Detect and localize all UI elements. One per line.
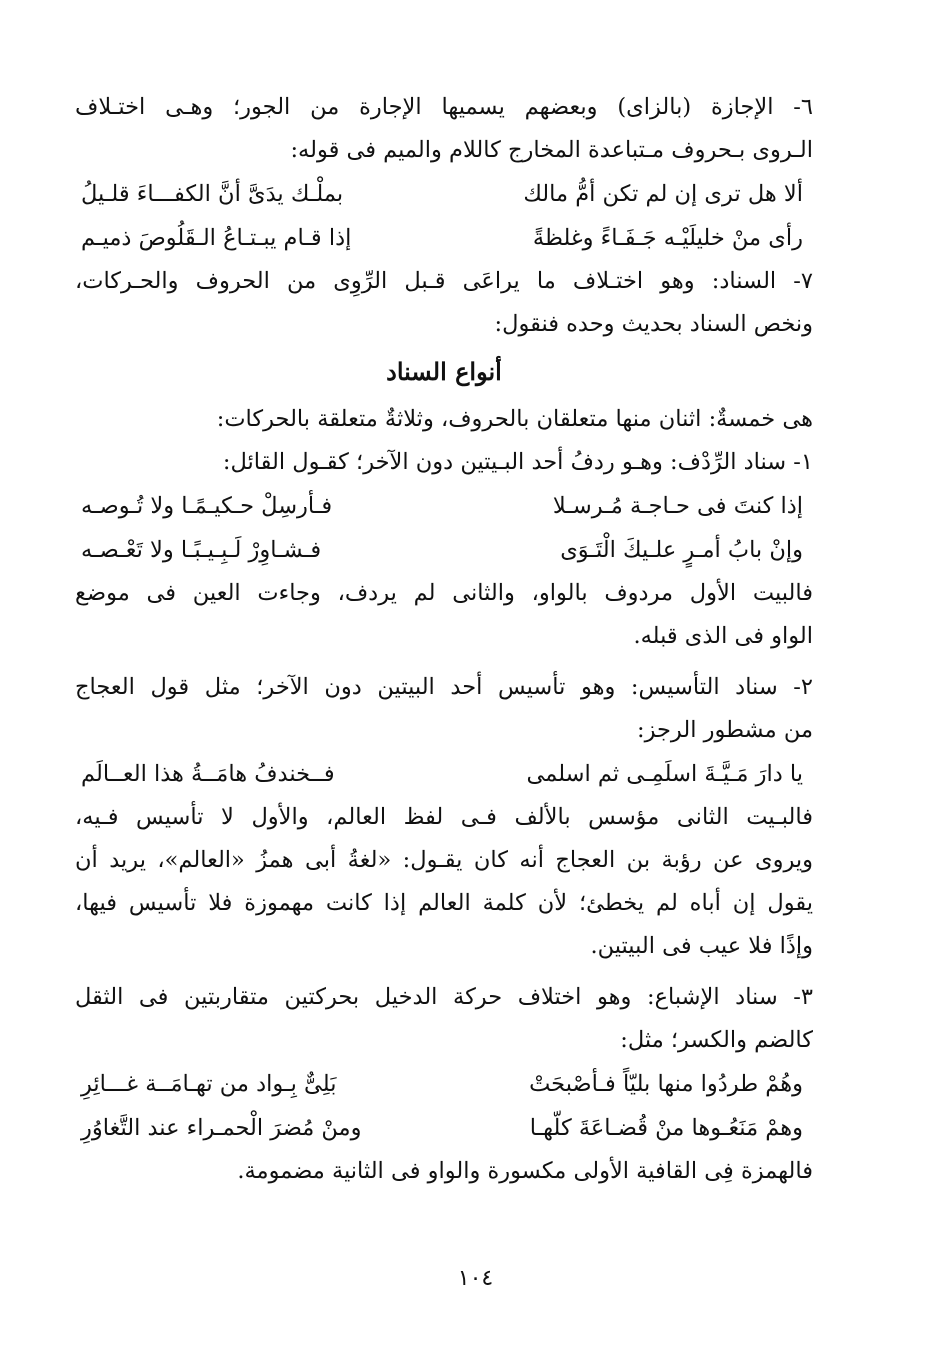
type2-line-1: ٢- سناد التأسيس: وهو تأسيس أحد البيتين دون الآخر؛ مثل قول العجاج xyxy=(75,674,813,700)
verse xyxy=(75,1062,813,1106)
verse-right-hemistich: إذا كنتَ فى حـاجـة مُـرسـلا xyxy=(552,493,803,519)
type2-line-2: من مشطور الرجز: xyxy=(637,717,813,743)
section7-line-2: ونخص السناد بحديث وحده فنقول: xyxy=(494,311,813,337)
verse-left-hemistich: بَلِىٌّ بِـواد من تهـامَــة غـــائِرِ xyxy=(81,1071,337,1097)
verse-left-hemistich: إذا قـام يبـتـاعُ الـقَلُوصَ ذميـم xyxy=(81,225,352,251)
section6-line-1: ٦- الإجازة (بالزاى) وبعضهم يسميها الإجارة من الجور؛ وهـى اختـلاف xyxy=(75,94,813,120)
verse-right-hemistich: ألا هل ترى إن لم تكن أمُّ مالك xyxy=(523,181,803,207)
section7-line-1: ٧- السناد: وهو اختـلاف ما يراعَى قـبل الرِّوِى من الحروف والحـركات، xyxy=(75,268,813,294)
type2-after-line-4: وإذًا فلا عيب فى البيتين. xyxy=(590,933,813,959)
type2-after-line-1: فالبـيت الثانى مؤسس بالألف فـى لفظ العالم، والأول لا تأسيس فـيه، xyxy=(75,804,813,830)
intro-line: هى خمسةٌ: اثنان منها متعلقان بالحروف، وثلاثةٌ متعلقة بالحركات: xyxy=(216,406,813,432)
verse xyxy=(75,528,813,572)
verse-right-hemistich: وإنْ بابُ أمـرٍ علـيكَ الْتَـوَى xyxy=(560,537,803,563)
verse xyxy=(75,752,813,796)
type2-after-line-3: يقول إن أباه لم يخطئ؛ لأن كلمة العالم إذا كانت مهموزة فلا تأسيس فيها، xyxy=(75,890,813,916)
verse-left-hemistich: بملْـك يدَىَّ أنَّ الكفـــاءَ قلـيلُ xyxy=(81,181,344,207)
verse xyxy=(75,216,813,260)
page-body xyxy=(75,86,813,1193)
verse-left-hemistich: فـشـاوِرْ لَـبِـيـبًـا ولا تَعْـصـه xyxy=(81,537,322,563)
verse-left-hemistich: فــخندفُ هامَــةُ هذا العــالَم xyxy=(81,761,335,787)
page-number: ١٠٤ xyxy=(457,1266,494,1291)
verse-right-hemistich: يا دارَ مَـيَّـةَ اسلَمِـى ثم اسلمى xyxy=(526,761,803,787)
type1-line-2: الواو فى الذى قبله. xyxy=(633,623,813,649)
verse xyxy=(75,172,813,216)
type3-line-1: ٣- سناد الإشباع: وهو اختلاف حركة الدخيل بحركتين متقاربتين فى الثقل xyxy=(75,984,813,1010)
verse-left-hemistich: فـأرسِلْ حـكيـمًـا ولا تُـوصـه xyxy=(81,493,333,519)
type3-line-2: كالضم والكسر؛ مثل: xyxy=(620,1027,813,1053)
type1-title-line: ١- سناد الرِّدْف: وهـو ردفُ أحد البـيتين دون الآخر؛ كقـول القائل: xyxy=(222,449,813,475)
verse-left-hemistich: ومنْ مُضرَ الْحمـراء عند التَّغاوُرِ xyxy=(81,1115,362,1141)
type1-line-1: فالبيت الأول مردوف بالواو، والثانى لم يردف، وجاءت العين فى موضع xyxy=(75,580,813,606)
verse-right-hemistich: وهمْ مَنَعُـوها منْ قُضـاعَةَ كلّهـا xyxy=(529,1115,803,1141)
verse-right-hemistich: رأى منْ خليلَيْـه جَـفَـاءً وغلظةً xyxy=(532,225,803,251)
type2-after-line-2: ويروى عن رؤبة بن العجاج أنه كان يقـول: «لغةُ أبى همزُ «العالم»، يريد أن xyxy=(75,847,813,873)
type3-closing-line: فالهمزة فِى القافية الأولى مكسورة والواو فى الثانية مضمومة. xyxy=(237,1158,813,1184)
verse-right-hemistich: وهُمْ طردُوا منها بليّاً فـأصْبحَتْ xyxy=(529,1071,803,1097)
verse xyxy=(75,1106,813,1150)
section-heading: أنواع السناد xyxy=(386,357,502,386)
section6-line-2: الـروى بـحروف مـتباعدة المخارج كاللام والميم فى قوله: xyxy=(290,137,813,163)
verse xyxy=(75,484,813,528)
